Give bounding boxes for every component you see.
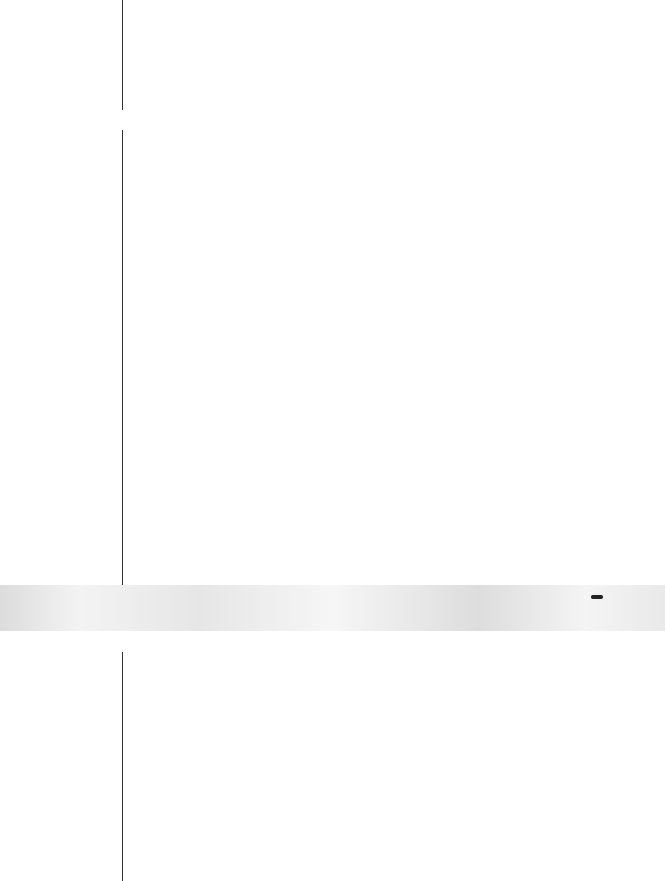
toc-vertical-rule-top [122, 0, 123, 110]
part-page-number [591, 595, 603, 599]
toc-vertical-rule-chapter4 [122, 130, 123, 606]
part-three-banner [0, 585, 665, 631]
toc-vertical-rule-chapter1 [122, 652, 123, 881]
